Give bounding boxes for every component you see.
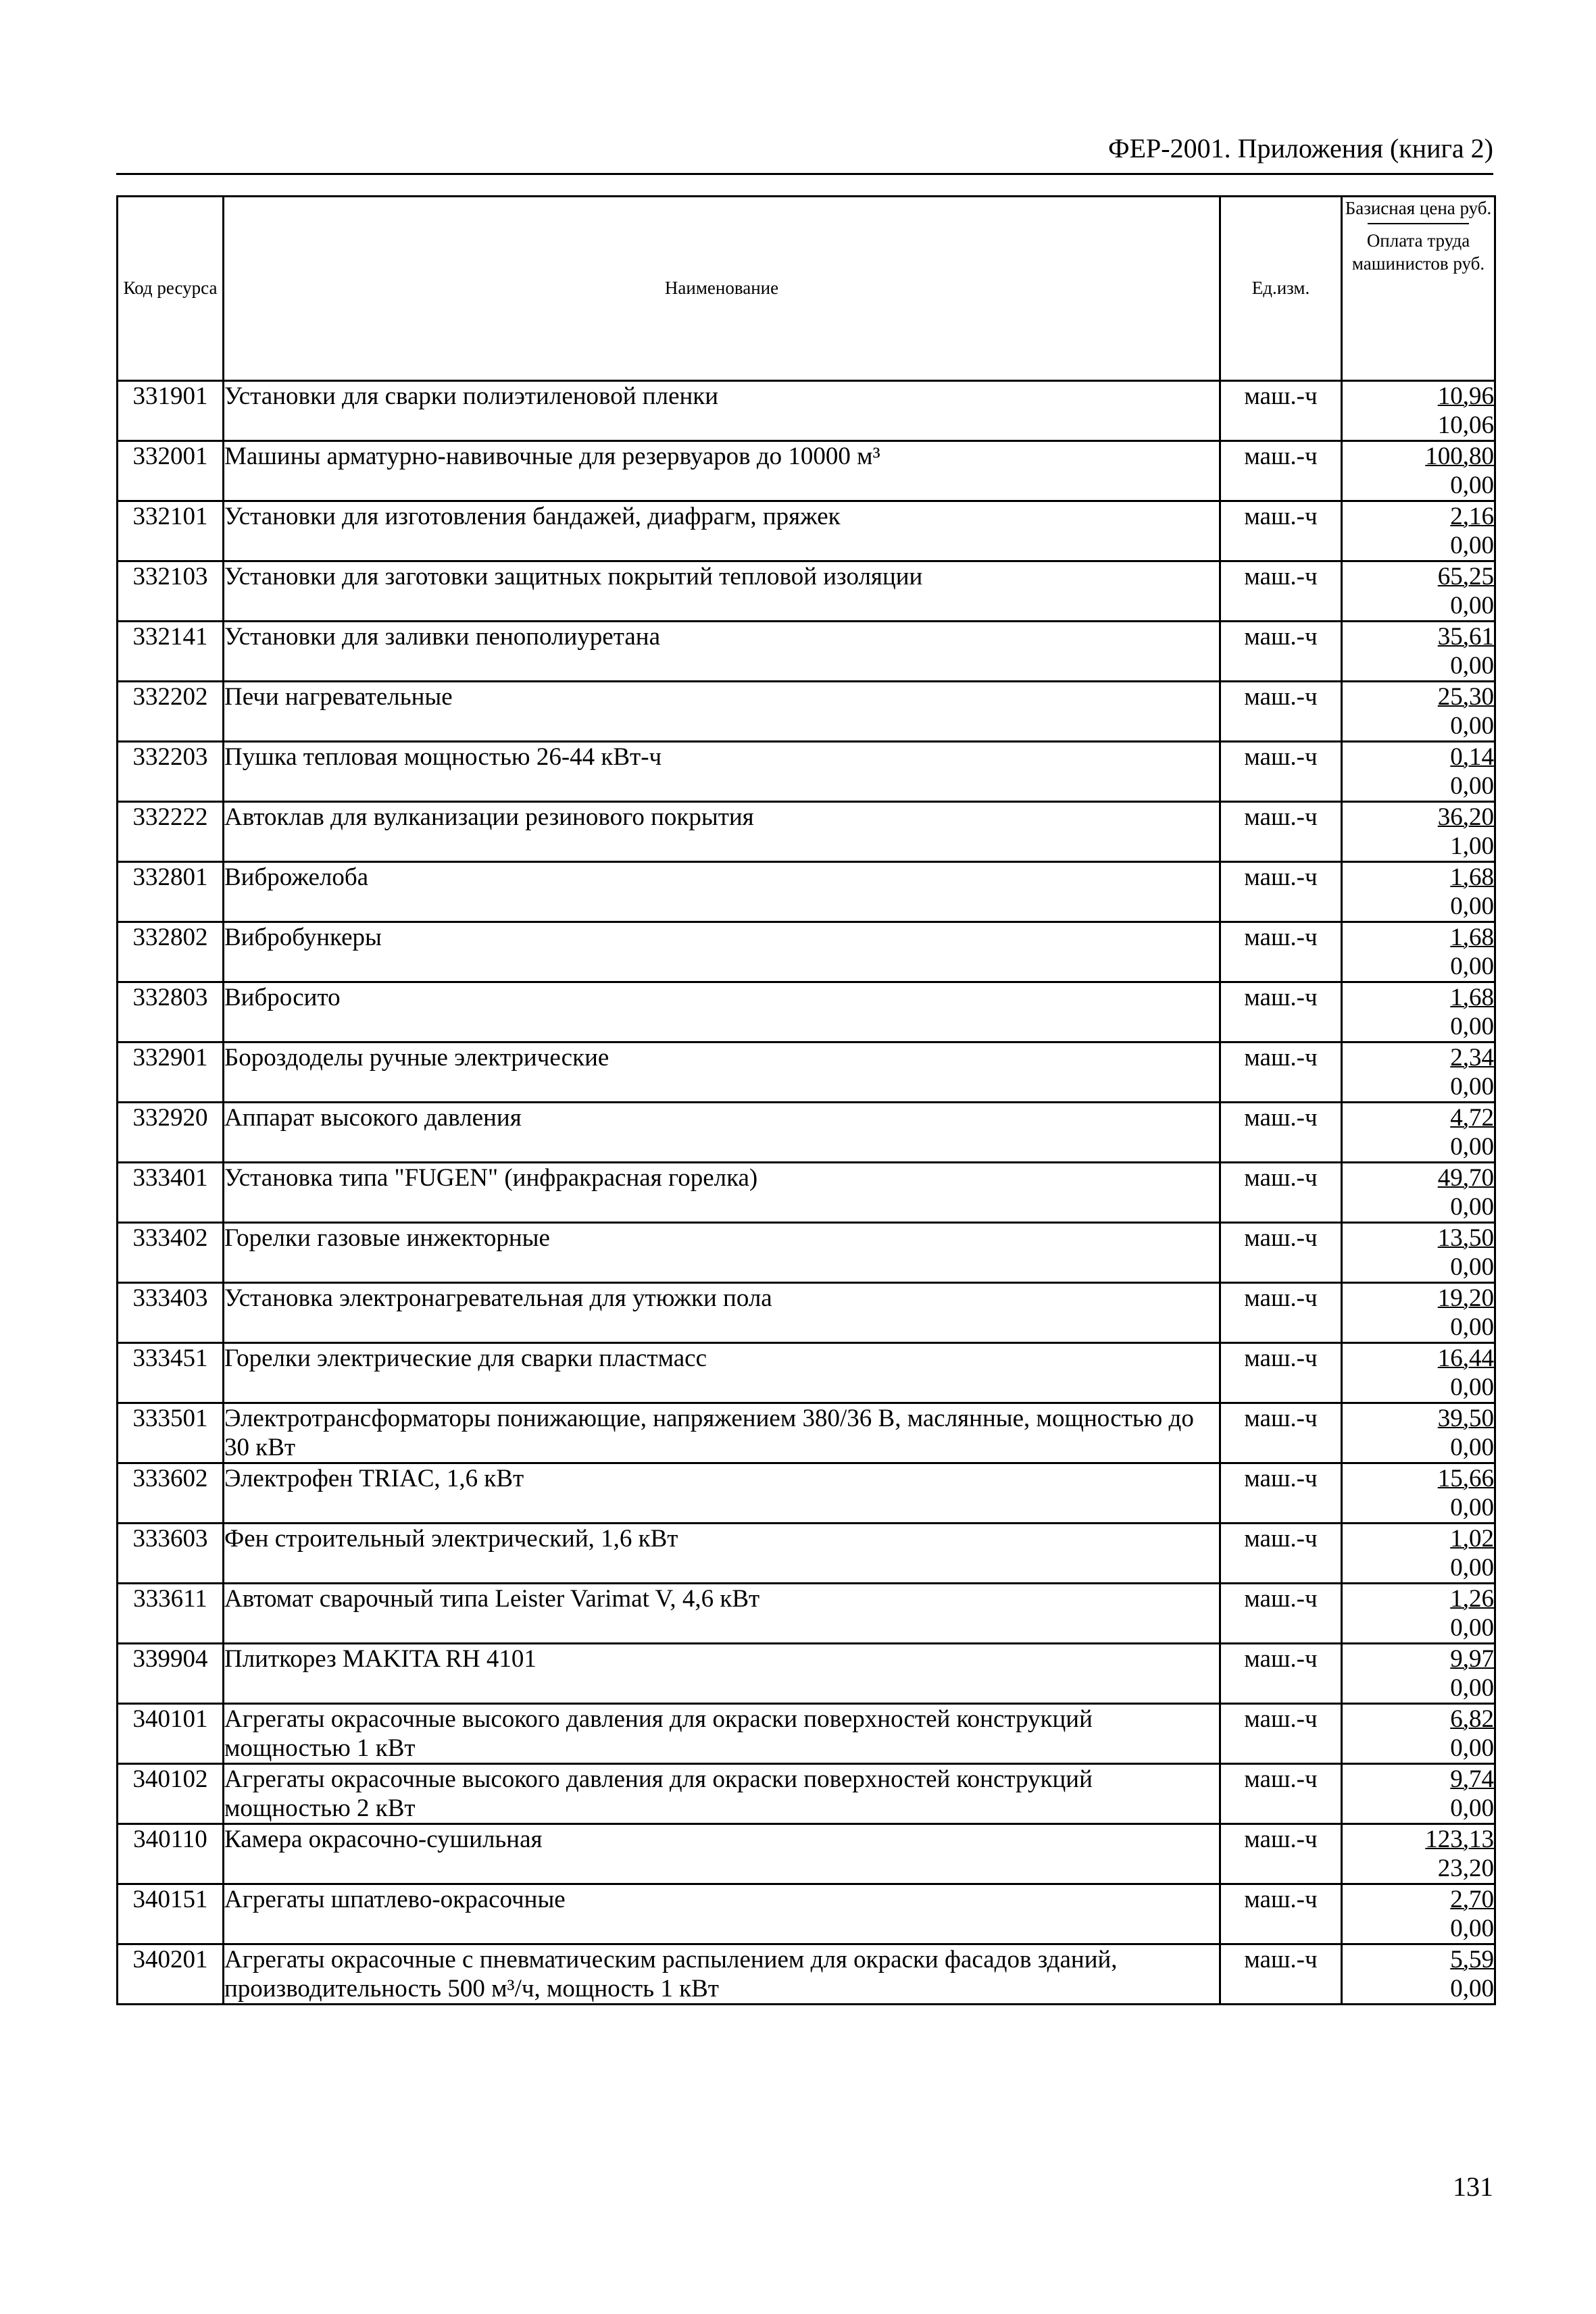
table-row: [118, 1283, 1495, 1343]
price-cell: [1342, 1824, 1495, 1884]
header-rule: [116, 173, 1493, 175]
table-row: [118, 742, 1495, 802]
resource-unit: маш.-ч: [1220, 1283, 1342, 1343]
base-price: 39,50: [1437, 1405, 1494, 1432]
resource-unit: маш.-ч: [1220, 441, 1342, 501]
resource-code: 333602: [118, 1463, 224, 1524]
resource-code: 333402: [118, 1223, 224, 1283]
resource-name: Вибробункеры: [224, 922, 1220, 982]
labor-pay: 0,00: [1450, 1313, 1494, 1341]
labor-pay: 0,00: [1450, 1614, 1494, 1642]
labor-pay: 23,20: [1437, 1855, 1494, 1882]
resource-code: 340102: [118, 1764, 224, 1824]
table-row: [118, 682, 1495, 742]
resource-code: 332202: [118, 682, 224, 742]
resource-name: Электротрансформаторы понижающие, напряжением 380/36 В, маслянные, мощностью до 30 кВт: [224, 1403, 1220, 1463]
table-row: [118, 1644, 1495, 1704]
resource-unit: маш.-ч: [1220, 1103, 1342, 1163]
resource-unit: маш.-ч: [1220, 1524, 1342, 1584]
table-row: [118, 1584, 1495, 1644]
resource-code: 332901: [118, 1042, 224, 1103]
table-row: [118, 1163, 1495, 1223]
base-price: 1,68: [1450, 863, 1494, 891]
price-cell: [1342, 742, 1495, 802]
resource-code: 339904: [118, 1644, 224, 1704]
base-price: 36,20: [1437, 803, 1494, 831]
price-cell: [1342, 1343, 1495, 1403]
labor-pay: 0,00: [1450, 1073, 1494, 1101]
price-cell: [1342, 1884, 1495, 1944]
resource-unit: маш.-ч: [1220, 862, 1342, 922]
price-cell: [1342, 561, 1495, 622]
price-cell: [1342, 1764, 1495, 1824]
resource-name: Фен строительный электрический, 1,6 кВт: [224, 1524, 1220, 1584]
resource-code: 340101: [118, 1704, 224, 1764]
labor-pay: 0,00: [1450, 1374, 1494, 1401]
resource-name: Вибросито: [224, 982, 1220, 1042]
resource-unit: маш.-ч: [1220, 501, 1342, 561]
table-body: [118, 381, 1495, 2005]
labor-pay: 0,00: [1450, 772, 1494, 800]
resource-name: Камера окрасочно-сушильная: [224, 1824, 1220, 1884]
labor-pay: 0,00: [1450, 1013, 1494, 1040]
column-header-labor-pay: Оплата труда машинистов руб.: [1351, 230, 1485, 274]
table-row: [118, 1704, 1495, 1764]
resource-price-table: [116, 195, 1496, 2005]
resource-name: Установки для заливки пенополиуретана: [224, 622, 1220, 682]
resource-unit: маш.-ч: [1220, 1042, 1342, 1103]
resource-unit: маш.-ч: [1220, 1824, 1342, 1884]
resource-unit: маш.-ч: [1220, 1644, 1342, 1704]
base-price: 35,61: [1437, 623, 1494, 651]
labor-pay: 0,00: [1450, 652, 1494, 680]
table-row: [118, 1042, 1495, 1103]
labor-pay: 10,06: [1437, 411, 1494, 439]
table-row: [118, 1463, 1495, 1524]
resource-code: 332801: [118, 862, 224, 922]
resource-unit: маш.-ч: [1220, 1163, 1342, 1223]
resource-code: 332203: [118, 742, 224, 802]
table-row: [118, 561, 1495, 622]
resource-code: 333611: [118, 1584, 224, 1644]
resource-code: 332802: [118, 922, 224, 982]
resource-unit: маш.-ч: [1220, 982, 1342, 1042]
resource-unit: маш.-ч: [1220, 1343, 1342, 1403]
resource-name: Автоклав для вулканизации резинового покрытия: [224, 802, 1220, 862]
table-row: [118, 922, 1495, 982]
resource-unit: маш.-ч: [1220, 1223, 1342, 1283]
price-cell: [1342, 1223, 1495, 1283]
table-row: [118, 1223, 1495, 1283]
base-price: 15,66: [1437, 1465, 1494, 1492]
resource-unit: маш.-ч: [1220, 1403, 1342, 1463]
labor-pay: 0,00: [1450, 532, 1494, 559]
base-price: 16,44: [1437, 1344, 1494, 1372]
base-price: 6,82: [1450, 1705, 1494, 1733]
resource-unit: маш.-ч: [1220, 802, 1342, 862]
resource-name: Виброжелоба: [224, 862, 1220, 922]
resource-unit: маш.-ч: [1220, 1764, 1342, 1824]
base-price: 9,97: [1450, 1645, 1494, 1673]
resource-name: Агрегаты окрасочные с пневматическим распылением для окраски фасадов зданий, производительность 500 м³/ч, мощность 1 кВт: [224, 1944, 1220, 2005]
column-header-name: Наименование: [224, 197, 1220, 381]
table-row: [118, 1764, 1495, 1824]
table-row: [118, 862, 1495, 922]
table-row: [118, 802, 1495, 862]
resource-name: Аппарат высокого давления: [224, 1103, 1220, 1163]
resource-code: 332103: [118, 561, 224, 622]
resource-code: 332141: [118, 622, 224, 682]
price-cell: [1342, 501, 1495, 561]
price-cell: [1342, 1403, 1495, 1463]
labor-pay: 0,00: [1450, 1434, 1494, 1461]
resource-unit: маш.-ч: [1220, 922, 1342, 982]
table-row: [118, 1403, 1495, 1463]
column-header-unit: Ед.изм.: [1220, 197, 1342, 381]
labor-pay: 0,00: [1450, 1794, 1494, 1822]
resource-unit: маш.-ч: [1220, 622, 1342, 682]
column-header-price: [1342, 197, 1495, 381]
base-price: 49,70: [1437, 1164, 1494, 1192]
labor-pay: 0,00: [1450, 1193, 1494, 1221]
base-price: 123,13: [1425, 1826, 1494, 1853]
column-header-base-price: Базисная цена руб.: [1345, 198, 1492, 218]
table-row: [118, 622, 1495, 682]
price-cell: [1342, 1163, 1495, 1223]
base-price: 65,25: [1437, 563, 1494, 590]
price-cell: [1342, 922, 1495, 982]
labor-pay: 0,00: [1450, 712, 1494, 740]
resource-code: 331901: [118, 381, 224, 441]
table-row: [118, 441, 1495, 501]
labor-pay: 0,00: [1450, 472, 1494, 499]
base-price: 13,50: [1437, 1224, 1494, 1252]
price-cell: [1342, 441, 1495, 501]
resource-code: 332101: [118, 501, 224, 561]
resource-code: 333501: [118, 1403, 224, 1463]
resource-name: Установки для изготовления бандажей, диафрагм, пряжек: [224, 501, 1220, 561]
price-cell: [1342, 1283, 1495, 1343]
base-price: 10,96: [1437, 382, 1494, 410]
resource-code: 332222: [118, 802, 224, 862]
resource-name: Агрегаты окрасочные высокого давления для окраски поверхностей конструкций мощностью 2 кВт: [224, 1764, 1220, 1824]
resource-name: Электрофен TRIAC, 1,6 кВт: [224, 1463, 1220, 1524]
column-header-code: Код ресурса: [118, 197, 224, 381]
labor-pay: 0,00: [1450, 1734, 1494, 1762]
price-cell: [1342, 1103, 1495, 1163]
resource-name: Автомат сварочный типа Leister Varimat V, 4,6 кВт: [224, 1584, 1220, 1644]
base-price: 1,68: [1450, 924, 1494, 951]
resource-code: 332803: [118, 982, 224, 1042]
resource-unit: маш.-ч: [1220, 1704, 1342, 1764]
base-price: 25,30: [1437, 683, 1494, 711]
resource-code: 332920: [118, 1103, 224, 1163]
resource-name: Установка электронагревательная для утюжки пола: [224, 1283, 1220, 1343]
price-cell: [1342, 1944, 1495, 2005]
resource-unit: маш.-ч: [1220, 742, 1342, 802]
price-cell: [1342, 682, 1495, 742]
resource-name: Агрегаты шпатлево-окрасочные: [224, 1884, 1220, 1944]
price-cell: [1342, 381, 1495, 441]
table-row: [118, 1944, 1495, 2005]
labor-pay: 0,00: [1450, 1133, 1494, 1161]
resource-code: 333451: [118, 1343, 224, 1403]
labor-pay: 0,00: [1450, 1674, 1494, 1702]
price-cell: [1342, 982, 1495, 1042]
labor-pay: 0,00: [1450, 1253, 1494, 1281]
base-price: 100,80: [1425, 443, 1494, 470]
resource-name: Машины арматурно-навивочные для резервуаров до 10000 м³: [224, 441, 1220, 501]
table-row: [118, 1824, 1495, 1884]
table-row: [118, 1884, 1495, 1944]
table-row: [118, 501, 1495, 561]
labor-pay: 0,00: [1450, 1554, 1494, 1582]
resource-name: Горелки электрические для сварки пластмасс: [224, 1343, 1220, 1403]
header-divider: [1368, 223, 1469, 224]
resource-unit: маш.-ч: [1220, 1944, 1342, 2005]
price-cell: [1342, 1524, 1495, 1584]
base-price: 1,02: [1450, 1525, 1494, 1553]
price-cell: [1342, 1042, 1495, 1103]
price-cell: [1342, 622, 1495, 682]
base-price: 2,34: [1450, 1044, 1494, 1072]
price-cell: [1342, 802, 1495, 862]
resource-unit: маш.-ч: [1220, 1584, 1342, 1644]
table-row: [118, 1103, 1495, 1163]
base-price: 19,20: [1437, 1284, 1494, 1312]
price-cell: [1342, 1463, 1495, 1524]
resource-name: Установки для сварки полиэтиленовой пленки: [224, 381, 1220, 441]
table-header-row: [118, 197, 1495, 381]
price-cell: [1342, 1644, 1495, 1704]
table-row: [118, 381, 1495, 441]
resource-unit: маш.-ч: [1220, 561, 1342, 622]
resource-unit: маш.-ч: [1220, 1463, 1342, 1524]
resource-name: Установки для заготовки защитных покрытий тепловой изоляции: [224, 561, 1220, 622]
price-cell: [1342, 1704, 1495, 1764]
resource-name: Плиткорез MAKITA RH 4101: [224, 1644, 1220, 1704]
table-row: [118, 1524, 1495, 1584]
resource-code: 333401: [118, 1163, 224, 1223]
resource-code: 340110: [118, 1824, 224, 1884]
base-price: 0,14: [1450, 743, 1494, 771]
resource-code: 340201: [118, 1944, 224, 2005]
base-price: 1,68: [1450, 984, 1494, 1011]
resource-code: 333403: [118, 1283, 224, 1343]
labor-pay: 0,00: [1450, 953, 1494, 980]
base-price: 4,72: [1450, 1104, 1494, 1132]
base-price: 9,74: [1450, 1765, 1494, 1793]
labor-pay: 0,00: [1450, 1975, 1494, 2003]
resource-unit: маш.-ч: [1220, 682, 1342, 742]
base-price: 2,16: [1450, 503, 1494, 530]
page-number: 131: [1453, 2171, 1493, 2202]
resource-name: Печи нагревательные: [224, 682, 1220, 742]
table-row: [118, 1343, 1495, 1403]
base-price: 1,26: [1450, 1585, 1494, 1613]
price-cell: [1342, 862, 1495, 922]
base-price: 5,59: [1450, 1946, 1494, 1973]
resource-code: 333603: [118, 1524, 224, 1584]
resource-name: Горелки газовые инжекторные: [224, 1223, 1220, 1283]
resource-name: Бороздоделы ручные электрические: [224, 1042, 1220, 1103]
resource-code: 332001: [118, 441, 224, 501]
resource-unit: маш.-ч: [1220, 381, 1342, 441]
price-cell: [1342, 1584, 1495, 1644]
base-price: 2,70: [1450, 1886, 1494, 1913]
resource-name: Установка типа "FUGEN" (инфракрасная горелка): [224, 1163, 1220, 1223]
resource-code: 340151: [118, 1884, 224, 1944]
table-row: [118, 982, 1495, 1042]
resource-name: Агрегаты окрасочные высокого давления для окраски поверхностей конструкций мощностью 1 кВт: [224, 1704, 1220, 1764]
labor-pay: 0,00: [1450, 1915, 1494, 1942]
labor-pay: 1,00: [1450, 832, 1494, 860]
labor-pay: 0,00: [1450, 892, 1494, 920]
labor-pay: 0,00: [1450, 1494, 1494, 1521]
running-title: ФЕР-2001. Приложения (книга 2): [1108, 133, 1493, 164]
resource-name: Пушка тепловая мощностью 26-44 кВт-ч: [224, 742, 1220, 802]
labor-pay: 0,00: [1450, 592, 1494, 620]
resource-unit: маш.-ч: [1220, 1884, 1342, 1944]
